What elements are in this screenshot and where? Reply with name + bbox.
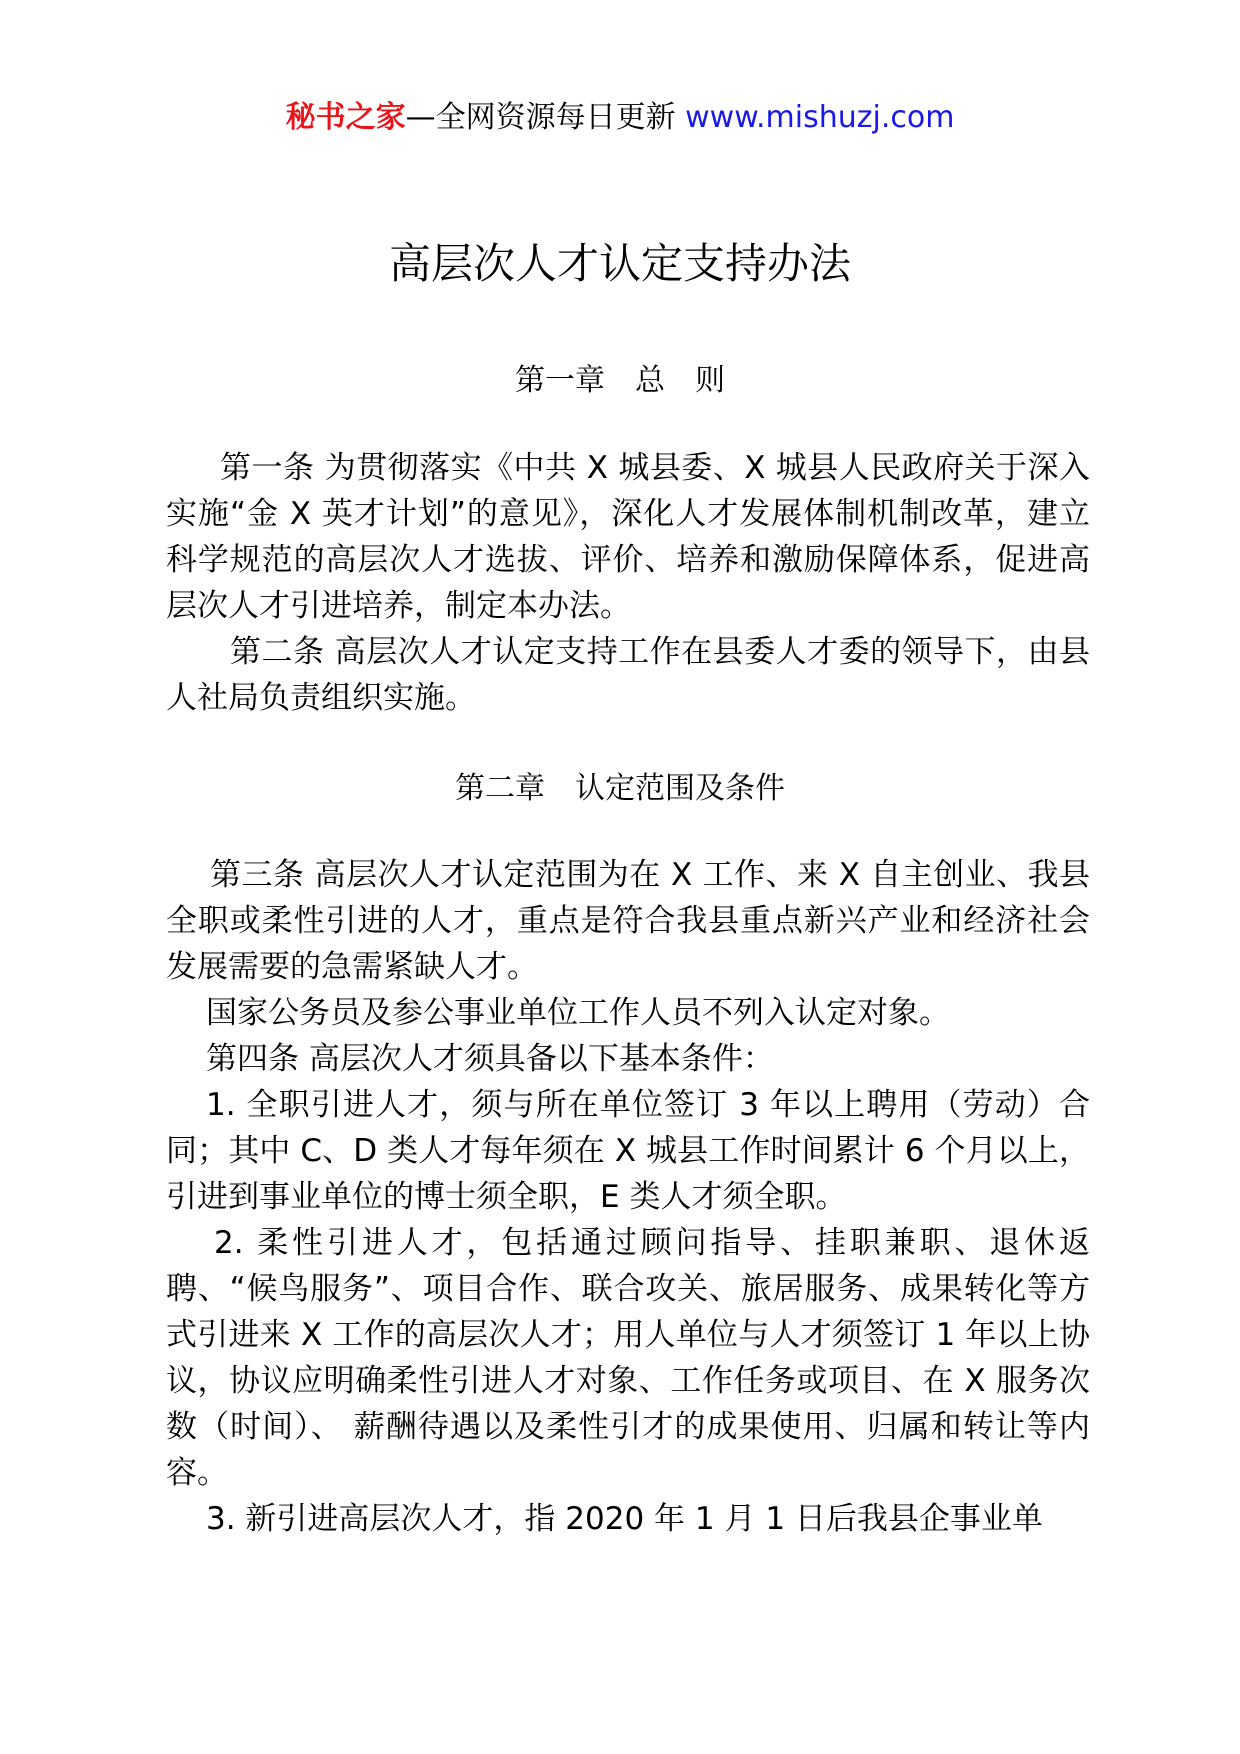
document-title: 高层次人才认定支持办法 bbox=[388, 239, 851, 288]
site-brand: 秘书之家 bbox=[285, 100, 406, 135]
site-url-link[interactable]: www.mishuzj.com bbox=[685, 100, 955, 135]
site-header bbox=[0, 98, 1240, 138]
site-tagline: —全网资源每日更新 bbox=[405, 100, 676, 135]
article-3-paragraph: 第三条 高层次人才认定范围为在 X 工作、来 X 自主创业、我县全职或柔性引进的人才，重点是符合我县重点新兴产业和经济社会发展需要的急需紧缺人才。 bbox=[166, 857, 1090, 985]
chapter-2-heading: 第二章 认定范围及条件 bbox=[455, 771, 785, 806]
article-4-paragraph: 第四条 高层次人才须具备以下基本条件： bbox=[206, 1041, 774, 1077]
chapter-1-body bbox=[166, 445, 1090, 721]
chapter-1-heading: 第一章 总 则 bbox=[515, 363, 725, 398]
condition-1-paragraph: 1. 全职引进人才，须与所在单位签订 3 年以上聘用（劳动）合同；其中 C、D 类人才每年须在 X 城县工作时间累计 6 个月以上，引进到事业单位的博士须全职，E 类人才须全职。 bbox=[166, 1087, 1090, 1215]
chapter-2-body bbox=[166, 852, 1090, 1542]
exclusion-paragraph: 国家公务员及参公事业单位工作人员不列入认定对象。 bbox=[206, 995, 950, 1031]
article-2-paragraph: 第二条 高层次人才认定支持工作在县委人才委的领导下，由县人社局负责组织实施。 bbox=[166, 634, 1090, 716]
condition-3-paragraph: 3. 新引进高层次人才，指 2020 年 1 月 1 日后我县企事业单 bbox=[206, 1501, 1043, 1537]
condition-2-paragraph: 2. 柔性引进人才，包括通过顾问指导、挂职兼职、退休返聘、“候鸟服务”、项目合作、联合攻关、旅居服务、成果转化等方式引进来 X 工作的高层次人才；用人单位与人才须签订 1 年以上协议，协议应明确柔性引进人才对象、工作任务或项目、在 X 服务次数（时间）、 薪酬待遇以及柔性引才的成果使用、归属和转让等内容。 bbox=[166, 1225, 1090, 1491]
article-1-paragraph: 第一条 为贯彻落实《中共 X 城县委、X 城县人民政府关于深入实施“金 X 英才计划”的意见》，深化人才发展体制机制改革，建立科学规范的高层次人才选拔、评价、培养和激励保障体系，促进高层次人才引进培养，制定本办法。 bbox=[166, 450, 1090, 624]
